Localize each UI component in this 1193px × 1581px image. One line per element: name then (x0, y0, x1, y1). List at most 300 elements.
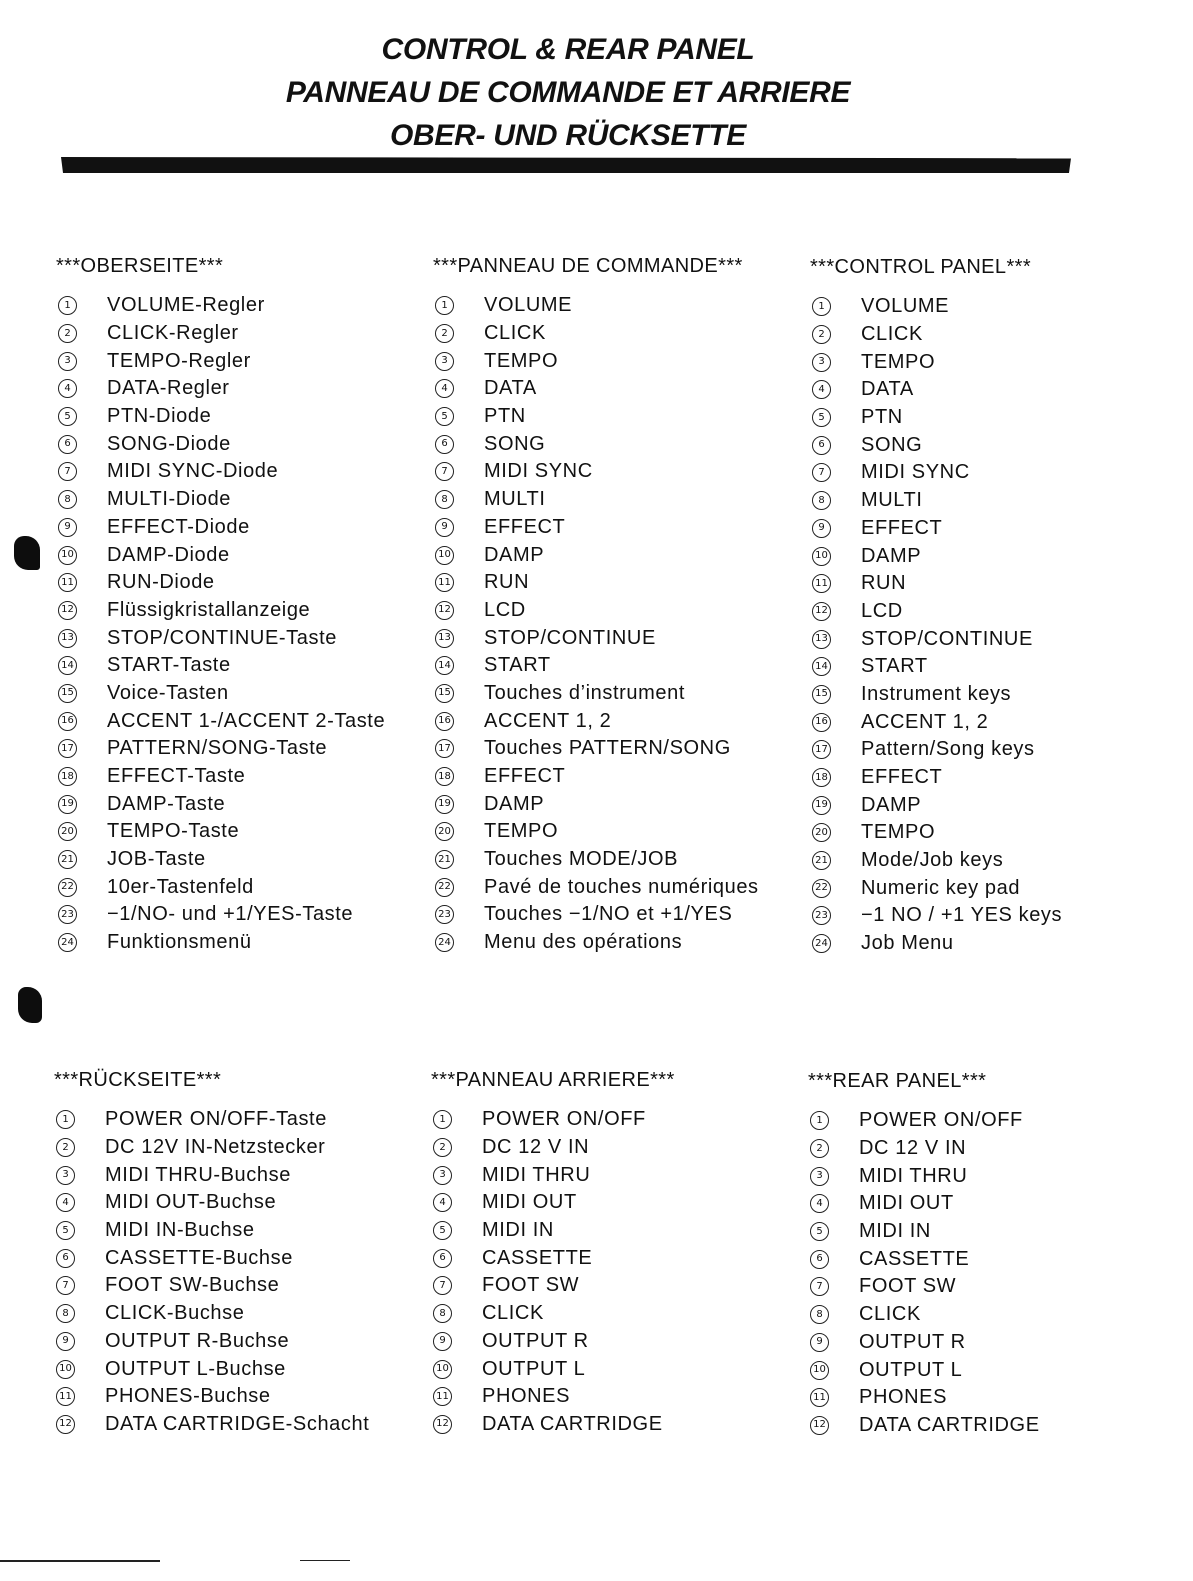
list-item (431, 1189, 806, 1217)
item-label: TEMPO (484, 349, 559, 372)
item-label: DAMP (484, 543, 545, 566)
item-number-badge: 2 (810, 1139, 829, 1158)
list-item (54, 1383, 429, 1411)
item-label: ACCENT 1, 2 (861, 710, 989, 733)
item-label: OUTPUT L (859, 1358, 963, 1381)
item-number-badge: 18 (58, 767, 77, 786)
list-item (56, 375, 431, 403)
list-item (56, 430, 431, 458)
item-label: Menu des opérations (484, 931, 683, 954)
list-item (56, 569, 431, 597)
item-label: DATA CARTRIDGE (482, 1412, 663, 1435)
item-label: JOB-Taste (107, 848, 206, 871)
item-number-badge: 8 (58, 490, 77, 509)
item-label: DAMP-Diode (107, 543, 230, 566)
list-item (56, 320, 431, 348)
item-number-badge: 8 (433, 1304, 452, 1323)
item-number-badge: 1 (810, 1111, 829, 1130)
item-label: STOP/CONTINUE-Taste (107, 626, 337, 649)
list-item (54, 1217, 429, 1245)
item-label: Pavé de touches numériques (484, 875, 759, 898)
item-number-badge: 6 (435, 435, 454, 454)
list-item (808, 1162, 1183, 1190)
item-number-badge: 19 (435, 795, 454, 814)
item-label: Pattern/Song keys (861, 738, 1035, 761)
item-number-badge: 6 (58, 435, 77, 454)
item-number-badge: 15 (435, 684, 454, 703)
item-label: ACCENT 1, 2 (484, 709, 612, 732)
list-item (54, 1411, 429, 1439)
item-label: −1 NO / +1 YES keys (861, 904, 1063, 927)
item-label: Touches PATTERN/SONG (484, 737, 731, 760)
rear-column-en (808, 1069, 1183, 1439)
list-item (433, 541, 808, 569)
item-number-badge: 11 (56, 1387, 75, 1406)
list-item (433, 680, 808, 708)
item-label: DC 12 V IN (482, 1136, 590, 1159)
list-item (810, 348, 1185, 376)
list-item (808, 1356, 1183, 1384)
list-item (433, 514, 808, 542)
item-number-badge: 3 (812, 353, 831, 372)
list-item (431, 1383, 806, 1411)
item-label: POWER ON/OFF-Taste (105, 1108, 327, 1131)
item-label: EFFECT (861, 766, 943, 789)
item-label: MIDI SYNC (861, 461, 970, 484)
item-number-badge: 11 (810, 1388, 829, 1407)
item-number-badge: 15 (812, 685, 831, 704)
list-item (56, 873, 431, 901)
list-item (810, 542, 1185, 570)
item-number-badge: 13 (435, 629, 454, 648)
list-item (810, 874, 1185, 902)
item-number-badge: 7 (56, 1276, 75, 1295)
item-number-badge: 19 (58, 795, 77, 814)
item-number-badge: 2 (58, 324, 77, 343)
item-label: RUN-Diode (107, 571, 215, 594)
item-number-badge: 11 (58, 573, 77, 592)
list-item (433, 707, 808, 735)
item-number-badge: 12 (433, 1415, 452, 1434)
item-label: CASSETTE-Buchse (105, 1246, 293, 1269)
item-number-badge: 4 (433, 1193, 452, 1212)
item-list (433, 292, 808, 957)
item-number-badge: 6 (56, 1249, 75, 1268)
list-item (433, 347, 808, 375)
list-item (810, 819, 1185, 847)
item-label: DATA CARTRIDGE (859, 1413, 1040, 1436)
item-number-badge: 6 (812, 436, 831, 455)
list-item (810, 902, 1185, 930)
item-number-badge: 20 (812, 823, 831, 842)
item-number-badge: 1 (56, 1110, 75, 1129)
list-item (56, 763, 431, 791)
list-item (431, 1161, 806, 1189)
item-number-badge: 21 (58, 850, 77, 869)
item-label: FOOT SW (482, 1274, 580, 1297)
item-number-badge: 9 (433, 1332, 452, 1351)
list-item (431, 1355, 806, 1383)
item-number-badge: 10 (433, 1360, 452, 1379)
item-label: STOP/CONTINUE (861, 627, 1033, 650)
item-label: CLICK (482, 1302, 544, 1325)
item-number-badge: 5 (810, 1222, 829, 1241)
list-item (54, 1189, 429, 1217)
item-number-badge: 4 (812, 380, 831, 399)
list-item (810, 847, 1185, 875)
list-item (433, 735, 808, 763)
list-item (433, 624, 808, 652)
list-item (433, 790, 808, 818)
list-item (431, 1106, 806, 1134)
item-number-badge: 9 (58, 518, 77, 537)
item-label: TEMPO (861, 350, 936, 373)
item-label: MIDI IN (859, 1220, 931, 1243)
item-number-badge: 16 (435, 712, 454, 731)
item-label: PHONES-Buchse (105, 1385, 271, 1408)
list-item (431, 1272, 806, 1300)
list-item (431, 1134, 806, 1162)
item-label: POWER ON/OFF (482, 1108, 646, 1131)
item-number-badge: 20 (58, 822, 77, 841)
item-label: OUTPUT R (482, 1329, 589, 1352)
item-number-badge: 7 (810, 1277, 829, 1296)
item-label: DC 12 V IN (859, 1137, 967, 1160)
item-number-badge: 24 (435, 933, 454, 952)
list-item (433, 846, 808, 874)
item-label: Touches MODE/JOB (484, 848, 679, 871)
item-number-badge: 8 (812, 491, 831, 510)
list-item (433, 320, 808, 348)
item-number-badge: 12 (810, 1416, 829, 1435)
item-number-badge: 17 (812, 740, 831, 759)
item-label: START-Taste (107, 654, 231, 677)
list-item (808, 1107, 1183, 1135)
item-label: CLICK (484, 322, 546, 345)
list-item (810, 431, 1185, 459)
item-list (54, 1106, 429, 1438)
item-label: Funktionsmenü (107, 931, 252, 954)
list-item (808, 1218, 1183, 1246)
item-label: CASSETTE (482, 1246, 593, 1269)
item-label: DATA-Regler (107, 377, 230, 400)
item-number-badge: 3 (810, 1167, 829, 1186)
list-item (54, 1300, 429, 1328)
item-label: PTN-Diode (107, 405, 212, 428)
item-label: VOLUME (484, 294, 573, 317)
item-label: DATA (861, 378, 914, 401)
item-number-badge: 18 (812, 768, 831, 787)
list-item (433, 458, 808, 486)
item-number-badge: 10 (810, 1361, 829, 1380)
item-number-badge: 10 (812, 547, 831, 566)
item-label: START (861, 655, 928, 678)
list-item (54, 1272, 429, 1300)
item-label: DC 12V IN-Netzstecker (105, 1136, 326, 1159)
item-number-badge: 19 (812, 796, 831, 815)
binder-hole-mark (18, 987, 42, 1023)
item-number-badge: 21 (812, 851, 831, 870)
item-label: RUN (484, 571, 530, 594)
item-label: DAMP (861, 793, 922, 816)
list-item (56, 680, 431, 708)
list-item (810, 736, 1185, 764)
item-label: EFFECT (484, 515, 566, 538)
item-number-badge: 15 (58, 684, 77, 703)
item-label: Mode/Job keys (861, 849, 1004, 872)
item-label: PHONES (859, 1386, 948, 1409)
item-label: PTN (861, 406, 903, 429)
item-number-badge: 2 (433, 1138, 452, 1157)
list-item (810, 293, 1185, 321)
item-number-badge: 5 (435, 407, 454, 426)
item-number-badge: 8 (56, 1304, 75, 1323)
list-item (433, 929, 808, 957)
item-number-badge: 5 (58, 407, 77, 426)
list-item (433, 818, 808, 846)
item-number-badge: 22 (58, 878, 77, 897)
list-item (810, 570, 1185, 598)
list-item (433, 292, 808, 320)
item-label: LCD (861, 599, 903, 622)
list-item (810, 404, 1185, 432)
column-header: ***CONTROL PANEL*** (810, 256, 1031, 278)
list-item (808, 1245, 1183, 1273)
item-number-badge: 7 (433, 1276, 452, 1295)
item-number-badge: 9 (812, 519, 831, 538)
item-number-badge: 12 (435, 601, 454, 620)
item-label: Job Menu (861, 932, 954, 955)
item-number-badge: 23 (812, 906, 831, 925)
footer-rule (300, 1560, 350, 1561)
control-column-fr (433, 254, 808, 957)
item-number-badge: 4 (435, 379, 454, 398)
item-label: CLICK (859, 1303, 921, 1326)
list-item (56, 735, 431, 763)
item-label: OUTPUT L (482, 1357, 586, 1380)
item-label: OUTPUT R (859, 1330, 966, 1353)
item-label: VOLUME-Regler (107, 294, 265, 317)
list-item (808, 1412, 1183, 1440)
item-label: VOLUME (861, 295, 950, 318)
item-number-badge: 8 (810, 1305, 829, 1324)
rear-column-de (54, 1068, 429, 1438)
item-label: Numeric key pad (861, 876, 1021, 899)
control-column-de (56, 254, 431, 957)
item-number-badge: 6 (433, 1249, 452, 1268)
item-number-badge: 7 (58, 462, 77, 481)
item-number-badge: 17 (58, 739, 77, 758)
item-label: MIDI SYNC-Diode (107, 460, 279, 483)
item-label: MIDI OUT (859, 1192, 954, 1215)
list-item (56, 541, 431, 569)
item-label: FOOT SW-Buchse (105, 1274, 280, 1297)
item-label: DAMP-Taste (107, 792, 226, 815)
list-item (56, 929, 431, 957)
item-label: PTN (484, 405, 526, 428)
list-item (56, 707, 431, 735)
item-label: START (484, 654, 551, 677)
item-label: Touches −1/NO et +1/YES (484, 903, 733, 926)
item-label: EFFECT-Diode (107, 515, 250, 538)
item-label: CLICK (861, 323, 923, 346)
footer-rule (0, 1560, 160, 1562)
list-item (56, 514, 431, 542)
item-number-badge: 21 (435, 850, 454, 869)
list-item (56, 403, 431, 431)
list-item (808, 1329, 1183, 1357)
item-number-badge: 13 (812, 630, 831, 649)
item-label: MIDI OUT-Buchse (105, 1191, 277, 1214)
item-number-badge: 9 (810, 1333, 829, 1352)
item-label: MIDI IN-Buchse (105, 1219, 255, 1242)
list-item (810, 764, 1185, 792)
list-item (810, 321, 1185, 349)
item-list (808, 1107, 1183, 1439)
list-item (810, 459, 1185, 487)
rear-column-fr (431, 1068, 806, 1438)
item-number-badge: 23 (435, 905, 454, 924)
item-label: 10er-Tastenfeld (107, 875, 254, 898)
item-number-badge: 5 (433, 1221, 452, 1240)
list-item (808, 1273, 1183, 1301)
item-number-badge: 4 (56, 1193, 75, 1212)
column-header: ***REAR PANEL*** (808, 1070, 987, 1092)
item-label: EFFECT (484, 765, 566, 788)
list-item (808, 1135, 1183, 1163)
item-label: PATTERN/SONG-Taste (107, 737, 328, 760)
page-title-fr: PANNEAU DE COMMANDE ET ARRIERE (285, 76, 851, 109)
list-item (433, 763, 808, 791)
list-item (808, 1384, 1183, 1412)
list-item (431, 1411, 806, 1439)
item-number-badge: 10 (58, 546, 77, 565)
page-title-en: CONTROL & REAR PANEL (381, 33, 755, 66)
item-number-badge: 17 (435, 739, 454, 758)
item-number-badge: 7 (812, 463, 831, 482)
item-list (56, 292, 431, 957)
list-item (810, 930, 1185, 958)
list-item (54, 1244, 429, 1272)
item-number-badge: 11 (812, 574, 831, 593)
item-label: OUTPUT R-Buchse (105, 1329, 290, 1352)
item-number-badge: 14 (58, 656, 77, 675)
item-number-badge: 5 (812, 408, 831, 427)
list-item (56, 624, 431, 652)
list-item (433, 403, 808, 431)
list-item (56, 846, 431, 874)
item-number-badge: 4 (58, 379, 77, 398)
list-item (54, 1106, 429, 1134)
item-label: SONG (861, 433, 923, 456)
item-number-badge: 1 (812, 297, 831, 316)
item-number-badge: 5 (56, 1221, 75, 1240)
list-item (810, 791, 1185, 819)
list-item (56, 597, 431, 625)
item-number-badge: 11 (435, 573, 454, 592)
list-item (54, 1328, 429, 1356)
item-label: TEMPO (861, 821, 936, 844)
column-header: ***RÜCKSEITE*** (54, 1069, 222, 1091)
item-label: SONG-Diode (107, 432, 231, 455)
list-item (810, 625, 1185, 653)
list-item (808, 1301, 1183, 1329)
list-item (431, 1217, 806, 1245)
item-label: Instrument keys (861, 682, 1012, 705)
list-item (433, 375, 808, 403)
item-number-badge: 22 (435, 878, 454, 897)
item-number-badge: 24 (812, 934, 831, 953)
item-label: CLICK-Regler (107, 322, 239, 345)
list-item (431, 1244, 806, 1272)
item-number-badge: 7 (435, 462, 454, 481)
list-item (810, 681, 1185, 709)
list-item (56, 486, 431, 514)
list-item (56, 458, 431, 486)
item-label: Flüssigkristallanzeige (107, 598, 311, 621)
item-label: RUN (861, 572, 907, 595)
list-item (54, 1161, 429, 1189)
item-number-badge: 10 (435, 546, 454, 565)
item-label: Touches d’instrument (484, 681, 685, 704)
list-item (54, 1355, 429, 1383)
item-number-badge: 23 (58, 905, 77, 924)
item-label: TEMPO (484, 820, 559, 843)
item-label: DAMP (861, 544, 922, 567)
list-item (810, 653, 1185, 681)
item-number-badge: 16 (58, 712, 77, 731)
list-item (433, 486, 808, 514)
item-label: −1/NO- und +1/YES-Taste (107, 903, 354, 926)
list-item (810, 708, 1185, 736)
item-label: MULTI (861, 489, 923, 512)
item-label: MIDI SYNC (484, 460, 593, 483)
item-number-badge: 20 (435, 822, 454, 841)
list-item (56, 818, 431, 846)
column-header: ***PANNEAU DE COMMANDE*** (433, 255, 743, 277)
list-item (433, 569, 808, 597)
item-number-badge: 14 (435, 656, 454, 675)
list-item (56, 652, 431, 680)
list-item (433, 652, 808, 680)
item-number-badge: 10 (56, 1360, 75, 1379)
item-label: DAMP (484, 792, 545, 815)
item-label: Voice-Tasten (107, 681, 229, 704)
list-item (810, 487, 1185, 515)
item-number-badge: 3 (56, 1166, 75, 1185)
item-label: CASSETTE (859, 1247, 970, 1270)
item-label: MIDI THRU (482, 1163, 591, 1186)
item-number-badge: 12 (56, 1415, 75, 1434)
item-label: ACCENT 1-/ACCENT 2-Taste (107, 709, 386, 732)
item-number-badge: 2 (435, 324, 454, 343)
list-item (810, 598, 1185, 626)
item-list (810, 293, 1185, 958)
binder-hole-mark (14, 536, 40, 570)
item-label: FOOT SW (859, 1275, 957, 1298)
page-title-de: OBER- UND RÜCKSETTE (390, 119, 746, 152)
item-label: DATA (484, 377, 537, 400)
item-number-badge: 4 (810, 1194, 829, 1213)
item-number-badge: 3 (433, 1166, 452, 1185)
item-label: EFFECT (861, 516, 943, 539)
item-label: PHONES (482, 1385, 571, 1408)
list-item (433, 873, 808, 901)
item-number-badge: 18 (435, 767, 454, 786)
item-number-badge: 1 (58, 296, 77, 315)
list-item (56, 292, 431, 320)
item-number-badge: 24 (58, 933, 77, 952)
